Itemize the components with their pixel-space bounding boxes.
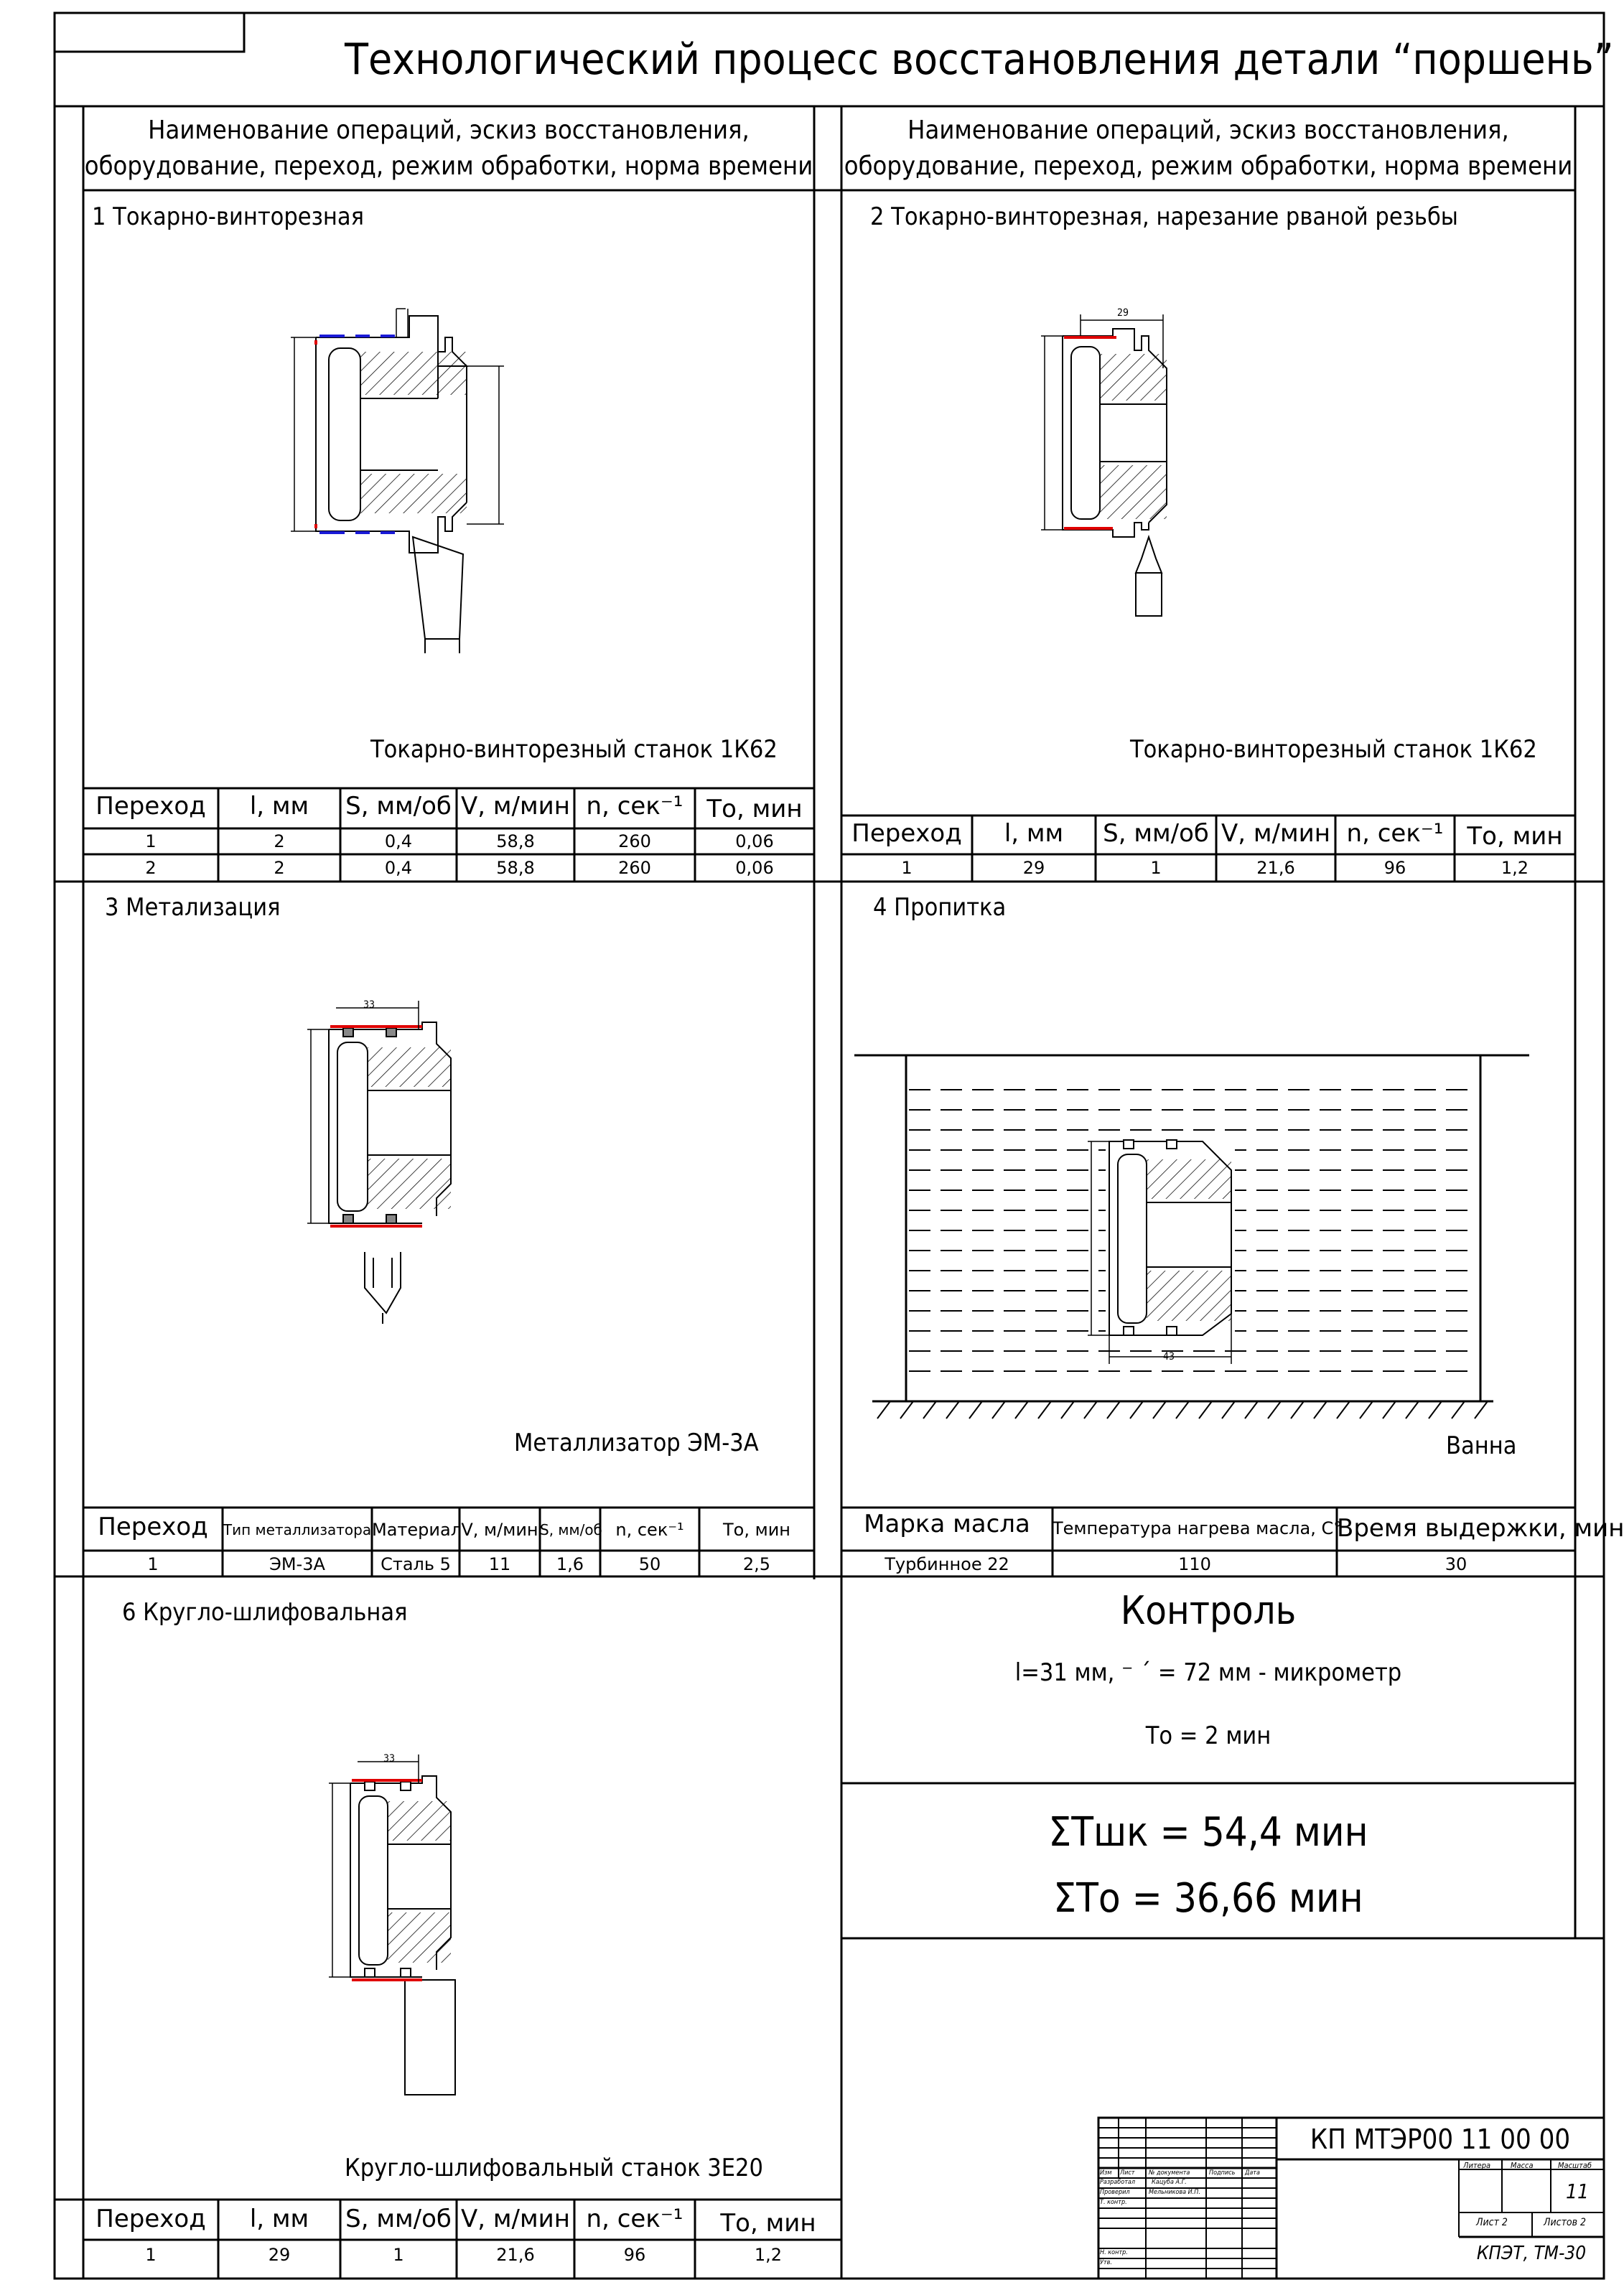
- op1-row1-c1: 1: [145, 831, 157, 851]
- op3-row1-c2: ЭМ-3А: [269, 1554, 325, 1574]
- op1-header-4: V, м/мин: [461, 792, 570, 821]
- op1-row1-c4: 58,8: [496, 831, 535, 851]
- stamp-code: КП МТЭР00 11 00 00: [1310, 2123, 1571, 2155]
- op2-header-4: V, м/мин: [1221, 819, 1330, 848]
- stamp-col-date: Дата: [1245, 2169, 1260, 2177]
- op3-header-7: Tо, мин: [723, 1520, 790, 1540]
- op1-header-6: Tо, мин: [706, 795, 803, 823]
- op6-row1-c4: 21,6: [496, 2245, 535, 2265]
- op6-dim-top: 33: [383, 1753, 396, 1765]
- op6-row1-c5: 96: [623, 2245, 646, 2265]
- stamp-masshtab: Масштаб: [1558, 2161, 1592, 2170]
- stamp-litera: Литера: [1463, 2161, 1491, 2170]
- op3-header-4: V, м/мин: [461, 1520, 538, 1540]
- col-header-right-1: Наименование операций, эскиз восстановления,: [907, 116, 1509, 145]
- col-header-left-1: Наименование операций, эскиз восстановления,: [148, 116, 750, 145]
- stamp-nkontr-label: Н. контр.: [1100, 2249, 1128, 2256]
- op1-row2-c2: 2: [274, 858, 285, 878]
- sum-to: ΣTо = 36,66 мин: [1053, 1875, 1363, 1922]
- stamp-col-izm: Изм: [1100, 2169, 1112, 2177]
- stamp-prov-label: Проверил: [1100, 2189, 1130, 2196]
- op4-bath-label: Ванна: [1446, 1431, 1517, 1460]
- op3-dim-top: 33: [363, 999, 375, 1011]
- op3-title: 3 Метализация: [105, 893, 281, 922]
- op6-machine: Кругло-шлифовальный станок 3Е20: [345, 2154, 763, 2182]
- op2-row1-c6: 1,2: [1501, 858, 1529, 878]
- op1-header-3: S, мм/об: [345, 792, 452, 821]
- stamp-listov: Листов 2: [1544, 2217, 1587, 2228]
- op6-header-5: n, сек⁻¹: [586, 2205, 683, 2233]
- stamp-col-sign: Подпись: [1209, 2169, 1236, 2177]
- op1-header-2: l, мм: [249, 792, 309, 821]
- op4-row1-c1: Турбинное 22: [885, 1554, 1009, 1574]
- op1-row1-c6: 0,06: [735, 831, 774, 851]
- col-header-right-2: оборудование, переход, режим обработки, норма времени: [844, 151, 1573, 181]
- op4-header-3: Время выдержки, мин: [1337, 1514, 1624, 1543]
- op2-header-2: l, мм: [1004, 819, 1064, 848]
- op6-title: 6 Кругло-шлифовальная: [122, 1598, 408, 1627]
- bath-drawing: [854, 1055, 1529, 1419]
- op3-header-6: n, сек⁻¹: [615, 1520, 684, 1540]
- op1-machine: Токарно-винторезный станок 1К62: [370, 735, 778, 764]
- op3-row1-c7: 2,5: [742, 1554, 771, 1574]
- op1-row2-c3: 0,4: [384, 858, 413, 878]
- op2-header-1: Переход: [851, 819, 962, 848]
- sketch-op3: [307, 1001, 451, 1324]
- op1-row2-c5: 260: [618, 858, 651, 878]
- page-title: Технологический процесс восстановления детали “поршень”: [345, 34, 1614, 85]
- op4-row1-c2: 110: [1178, 1554, 1211, 1574]
- op6-row1-c1: 1: [145, 2245, 157, 2265]
- op6-header-1: Переход: [95, 2205, 206, 2233]
- op1-header-1: Переход: [95, 792, 206, 821]
- op6-header-4: V, м/мин: [461, 2205, 570, 2233]
- sum-tshk: ΣTшк = 54,4 мин: [1048, 1809, 1368, 1856]
- op3-header-3: Материал: [372, 1520, 462, 1540]
- stamp-masshtab-value: 11: [1565, 2179, 1590, 2203]
- op4-dim-bottom: 43: [1163, 1351, 1175, 1363]
- stamp-prov-name: Мельникова И.П.: [1149, 2189, 1200, 2196]
- stamp-tkontr-label: Т. контр.: [1100, 2199, 1127, 2206]
- control-line2: То = 2 мин: [1145, 1721, 1271, 1750]
- stamp-razrab-label: Разработал: [1100, 2179, 1136, 2186]
- op2-row1-c3: 1: [1150, 858, 1162, 878]
- op2-header-6: Tо, мин: [1467, 822, 1563, 851]
- op1-row1-c3: 0,4: [384, 831, 413, 851]
- op4-header-1: Марка масла: [864, 1510, 1030, 1538]
- stamp-org: КПЭТ, ТМ-30: [1476, 2243, 1587, 2264]
- op2-header-3: S, мм/об: [1103, 819, 1209, 848]
- op3-header-2: Тип металлизатора: [223, 1521, 372, 1538]
- op6-header-2: l, мм: [249, 2205, 309, 2233]
- stamp-massa: Масса: [1511, 2161, 1534, 2170]
- op6-row1-c6: 1,2: [754, 2245, 783, 2265]
- op3-row1-c3: Сталь 5: [381, 1554, 451, 1574]
- op3-row1-c4: 11: [488, 1554, 511, 1574]
- op3-row1-c5: 1,6: [556, 1554, 584, 1574]
- stamp-list: Лист 2: [1476, 2217, 1508, 2228]
- stamp-col-doc: № документа: [1149, 2169, 1190, 2177]
- op4-row1-c3: 30: [1445, 1554, 1467, 1574]
- op3-row1-c1: 1: [147, 1554, 159, 1574]
- op6-header-6: Tо, мин: [720, 2209, 816, 2238]
- col-header-left-2: оборудование, переход, режим обработки, норма времени: [84, 151, 813, 181]
- op1-row1-c5: 260: [618, 831, 651, 851]
- op3-header-5: S, мм/об: [540, 1521, 602, 1538]
- op2-title: 2 Токарно-винторезная, нарезание рваной резьбы: [870, 202, 1458, 231]
- op3-header-1: Переход: [98, 1513, 208, 1541]
- op2-row1-c2: 29: [1022, 858, 1045, 878]
- op2-dim-top: 29: [1117, 307, 1129, 319]
- op2-header-5: n, сек⁻¹: [1346, 819, 1444, 848]
- stamp-utv-label: Утв.: [1100, 2259, 1112, 2266]
- op4-title: 4 Пропитка: [873, 893, 1007, 922]
- op2-row1-c1: 1: [901, 858, 913, 878]
- stamp-col-list: Лист: [1120, 2169, 1135, 2177]
- op1-row2-c1: 2: [145, 858, 157, 878]
- op2-row1-c4: 21,6: [1256, 858, 1295, 878]
- op4-header-2: Температура нагрева масла, С°: [1053, 1518, 1343, 1538]
- control-title: Контроль: [1120, 1588, 1297, 1633]
- op1-title: 1 Токарно-винторезная: [92, 202, 365, 231]
- op1-header-5: n, сек⁻¹: [586, 792, 683, 821]
- op3-machine: Металлизатор ЭМ-3А: [514, 1429, 759, 1457]
- op6-header-3: S, мм/об: [345, 2205, 452, 2233]
- op1-row1-c2: 2: [274, 831, 285, 851]
- op1-row2-c6: 0,06: [735, 858, 774, 878]
- sketch-op1: [291, 309, 504, 653]
- stamp-razrab-name: Кацуба А.Г.: [1152, 2179, 1187, 2186]
- op6-row1-c3: 1: [393, 2245, 404, 2265]
- op2-machine: Токарно-винторезный станок 1К62: [1130, 735, 1537, 764]
- control-line1: l=31 мм, ⁻ ´ = 72 мм - микрометр: [1014, 1658, 1402, 1687]
- op1-row2-c4: 58,8: [496, 858, 535, 878]
- sketch-op6: [329, 1754, 455, 2095]
- op2-row1-c5: 96: [1383, 858, 1406, 878]
- op3-row1-c6: 50: [638, 1554, 661, 1574]
- sketch-op2: [1041, 314, 1167, 616]
- op6-row1-c2: 29: [268, 2245, 291, 2265]
